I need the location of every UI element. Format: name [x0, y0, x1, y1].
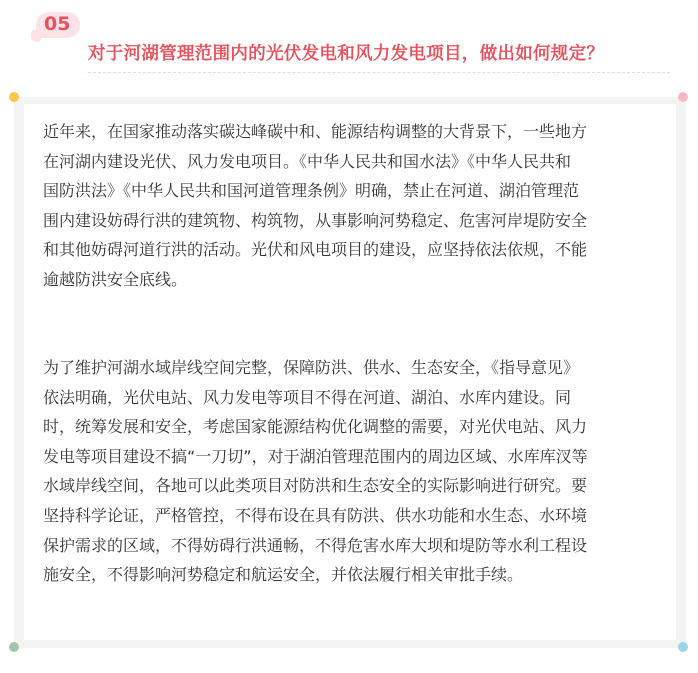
paragraph-line: 围内建设妨碍行洪的建筑物、构筑物，从事影响河势稳定、危害河岸堤防安全	[43, 210, 588, 230]
paragraph-line: 为了维护河湖水域岸线空间完整，保障防洪、供水、生态安全，《指导意见》	[43, 358, 580, 377]
paragraph-line: 发电等项目建设不搞“一刀切”，对于湖泊管理范围内的周边区域、水库库汊等	[43, 446, 588, 466]
title-divider	[88, 72, 670, 73]
paragraph-2	[43, 353, 663, 590]
section-title: 对于河湖管理范围内的光伏发电和风力发电项目，做出如何规定？	[88, 44, 605, 64]
paragraph-line: 保护需求的区域，不得妨碍行洪通畅，不得危害水库大坝和堤防等水利工程设	[43, 535, 588, 555]
section-number-bubble-tail	[28, 30, 44, 42]
paragraph-line: 水域岸线空间，各地可以此类项目对防洪和生态安全的实际影响进行研究。要	[43, 476, 588, 496]
corner-dot-top-left	[9, 92, 19, 102]
corner-dot-bottom-left	[9, 642, 19, 652]
corner-dot-bottom-right	[678, 642, 688, 652]
paragraph-1	[43, 117, 663, 295]
paragraph-line: 国防洪法》《中华人民共和国河道管理条例》明确，禁止在河道、湖泊管理范	[43, 181, 580, 201]
paragraph-line: 坚持科学论证，严格管控，不得布设在具有防洪、供水功能和水生态、水环境	[43, 505, 588, 525]
paragraph-line: 依法明确，光伏电站、风力发电等项目不得在河道、湖泊、水库内建设。同	[43, 387, 572, 407]
paragraph-line: 和其他妨碍河道行洪的活动。光伏和风电项目的建设，应坚持依法依规，不能	[43, 240, 588, 260]
paragraph-line: 近年来，在国家推动落实碳达峰碳中和、能源结构调整的大背景下，一些地方	[43, 122, 588, 141]
paragraph-line: 在河湖内建设光伏、风力发电项目。《中华人民共和国水法》《中华人民共和	[43, 151, 572, 171]
paragraph-line: 逾越防洪安全底线。	[43, 269, 188, 289]
section-number: 05	[44, 13, 71, 35]
paragraph-line: 时，统筹发展和安全，考虑国家能源结构优化调整的需要，对光伏电站、风力	[43, 417, 588, 437]
corner-dot-top-right	[678, 92, 688, 102]
paragraph-line: 施安全，不得影响河势稳定和航运安全，并依法履行相关审批手续。	[43, 565, 524, 585]
